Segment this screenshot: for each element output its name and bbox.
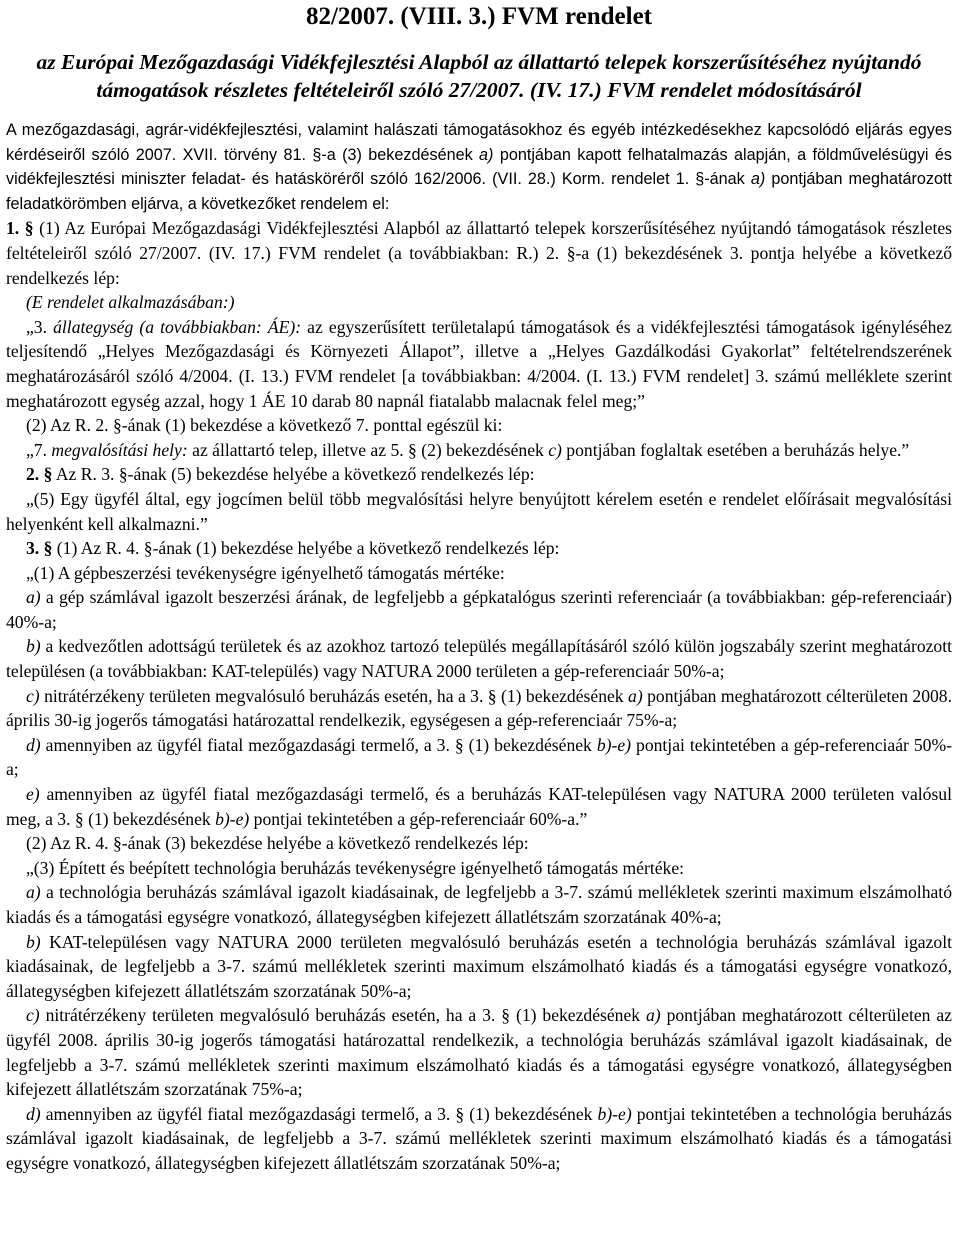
section-number: 2. § [26, 464, 53, 485]
amendment-intro: (2) Az R. 2. §-ának (1) bekezdése a következő 7. ponttal egészül ki: [26, 415, 503, 436]
list-item [6, 634, 952, 683]
point-ref: c) [548, 439, 562, 460]
quoted-provision: „(3) Épített és beépített technológia beruházás tevékenységre igényelhető támogatás mértéke: [26, 857, 685, 878]
list-item-text: pontjában meghatározott célterületen 2008. április 30-ig jogerős támogatási határozattal rendelkezik, egységesen a gép-referenciaár 75%-a; [6, 685, 952, 731]
point-ref: b)-e) [597, 1103, 632, 1124]
preamble-text: pontjában kapott felhatalmazás alapján, a földművelésügyi és vidékfejlesztési miniszter feladat- és hatásköréről szóló 162/2006. (VII. 28.) Korm. rendelet 1. §-ának [6, 145, 952, 189]
point-ref: a) [646, 1005, 661, 1026]
section-number: 1. § [6, 218, 34, 239]
definition-text: az állattartó telep, illetve az 5. § (2) bekezdésének [187, 439, 549, 460]
list-item-text: a gép számlával igazolt beszerzési árának, de legfeljebb a gépkatalógus szerinti referenciaár (a továbbiakban: gép-referenciaár) 40%-a; [6, 587, 952, 632]
section-1-paragraph [6, 216, 952, 290]
page-title: 82/2007. (VIII. 3.) FVM rendelet [305, 3, 653, 30]
list-item [6, 733, 952, 782]
list-item-text: KAT-településen vagy NATURA 2000 területen megvalósuló beruházás esetén a technológia beruházás számlával igazolt kiadásainak, de legfeljebb a 3-7. számú mellékletek szerinti maximum elszámolható kiadás és a támogatási egységre vonatkozó, állategységben kifejezett állatlétszám szorzatának 50%-a; [6, 931, 952, 1001]
list-letter: b) [26, 636, 41, 657]
definition-text: pontjában foglaltak esetében a beruházás helye.” [561, 439, 910, 460]
paragraph-text: (1) Az Európai Mezőgazdasági Vidékfejlesztési Alapból az állattartó telepek korszerűsítéséhez nyújtandó támogatások részletes feltételeiről szóló 27/2007. (IV. 17.) FVM rendelet (a továbbiakban: R.) 2. §-a (1) bekezdésének 3. pontja helyébe a következő rendelkezés lép: [6, 218, 953, 288]
point-ref: b)-e) [215, 808, 250, 829]
quote-open: „7. [26, 439, 52, 460]
page-subtitle: az Európai Mezőgazdasági Vidékfejlesztési Alapból az állattartó telepek korszerűsítéséhez nyújtandó támogatások részletes feltételeiről szóló 27/2007. (IV. 17.) FVM rendelet módosításáról [36, 50, 922, 102]
list-item [6, 684, 952, 733]
paragraph-text: (1) Az R. 4. §-ának (1) bekezdése helyébe a következő rendelkezés lép: [52, 538, 560, 559]
list-item-text: pontjai tekintetében a technológia beruházás számlával igazolt kiadásainak, de legfeljebb a 3-7. számú mellékletek szerinti maximum elszámolható kiadás és a támogatási egységre vonatkozó, állategységben kifejezett állatlétszám szorzatának 50%-a; [6, 1103, 952, 1173]
defined-term: megvalósítási hely: [51, 439, 188, 460]
quoted-definition [6, 315, 952, 413]
list-letter: c) [26, 1005, 40, 1026]
preamble-point-ref: a) [750, 170, 766, 189]
defined-term: állategység (a továbbiakban: ÁE): [53, 316, 302, 337]
list-item-text: pontjai tekintetében a gép-referenciaár 50%-a; [6, 734, 952, 780]
list-letter: c) [26, 685, 40, 706]
list-letter: a) [26, 882, 41, 903]
list-item-text: amennyiben az ügyfél fiatal mezőgazdasági termelő, a 3. § (1) bekezdésének [40, 1103, 598, 1124]
context-note [6, 290, 952, 315]
preamble-text: A mezőgazdasági, agrár-vidékfejlesztési, valamint halászati támogatásokhoz és egyéb intézkedésekhez kapcsolódó eljárás egyes kérdéseiről szóló 2007. XVII. törvény 81. §-a (3) bekezdésének [6, 121, 952, 164]
list-item [6, 1102, 952, 1176]
amendment-intro: (2) Az R. 4. §-ának (3) bekezdése helyébe a következő rendelkezés lép: [26, 833, 529, 854]
quoted-provision: „(1) A gépbeszerzési tevékenységre igényelhető támogatás mértéke: [26, 562, 505, 583]
list-item-text: nitrátérzékeny területen megvalósuló beruházás esetén, ha a 3. § (1) bekezdésének [39, 1005, 646, 1026]
point-ref: a) [628, 685, 643, 706]
list-item [6, 585, 952, 634]
list-item-text: nitrátérzékeny területen megvalósuló beruházás esetén, ha a 3. § (1) bekezdésének [39, 685, 629, 706]
list-letter: d) [26, 734, 41, 755]
list-item-text: pontjában meghatározott célterületen az ügyfél 2008. április 30-ig jogerős támogatási határozattal rendelkezik, a technológia beruházás számlával igazolt kiadásainak, de legfeljebb a 3-7. számú mellékletek szerinti maximum elszámolható kiadás és a támogatási egységre vonatkozó, állategységben kifejezett állatlétszám szorzatának 75%-a; [6, 1005, 952, 1100]
definition-text: az egyszerűsített területalapú támogatások és a vidékfejlesztési támogatások igényléséhez teljesítendő „Helyes Mezőgazdasági és Környezeti Állapot”, illetve a „Helyes Gazdálkodási Gyakorlat” feltételrendszerének meghatározásáról szóló 4/2004. (I. 13.) FVM rendelet [a továbbiakban: 4/2004. (I. 13.) FVM rendelet] 3. számú melléklete szerint meghatározott egység azzal, hogy 1 ÁE 10 darab 80 napnál fiatalabb malacnak felel meg;” [6, 316, 952, 411]
list-item [6, 880, 952, 929]
list-item-text: amennyiben az ügyfél fiatal mezőgazdasági termelő, és a beruházás KAT-településen vagy NATURA 2000 területen valósul meg, a 3. § (1) bekezdésének [6, 784, 952, 829]
section-3-paragraph [6, 536, 952, 561]
list-item-text: a technológia beruházás számlával igazolt kiadásainak, de legfeljebb a 3-7. számú mellékletek szerinti maximum elszámolható kiadás és a támogatási egységre vonatkozó, állategységben kifejezett állatlétszám szorzatának 40%-a; [6, 882, 952, 927]
list-letter: a) [26, 587, 41, 608]
quoted-definition [6, 438, 952, 463]
preamble-point-ref: a) [479, 145, 494, 164]
list-item [6, 782, 952, 831]
quoted-provision: „(5) Egy ügyfél által, egy jogcímen belül több megvalósítási helyre benyújtott kérelem esetén e rendelet előírásait megvalósítási helyenként kell alkalmazni.” [6, 488, 952, 534]
list-letter: d) [26, 1103, 41, 1124]
preamble-text: pontjában meghatározott feladatkörömben eljárva, a következőket rendelem el: [6, 170, 952, 213]
list-letter: b) [26, 931, 41, 952]
list-item [6, 930, 952, 1004]
list-item-text: pontjai tekintetében a gép-referenciaár 60%-a.” [249, 808, 588, 829]
list-item [6, 1003, 952, 1101]
context-text: (E rendelet alkalmazásában:) [26, 292, 235, 313]
list-item-text: a kedvezőtlen adottságú területek és az azokhoz tartozó település megállapításáról szóló külön jogszabály szerint meghatározott településen (a továbbiakban: KAT-település) vagy NATURA 2000 területen a gép-referenciaár 50%-a; [6, 636, 952, 682]
section-2-paragraph [6, 462, 952, 487]
section-number: 3. § [26, 538, 53, 559]
list-letter: e) [26, 784, 40, 805]
list-item-text: amennyiben az ügyfél fiatal mezőgazdasági termelő, a 3. § (1) bekezdésének [40, 734, 597, 755]
preamble [6, 118, 952, 216]
paragraph-text: Az R. 3. §-ának (5) bekezdése helyébe a következő rendelkezés lép: [52, 464, 535, 485]
quote-open: „3. [26, 316, 54, 337]
point-ref: b)-e) [596, 734, 632, 755]
